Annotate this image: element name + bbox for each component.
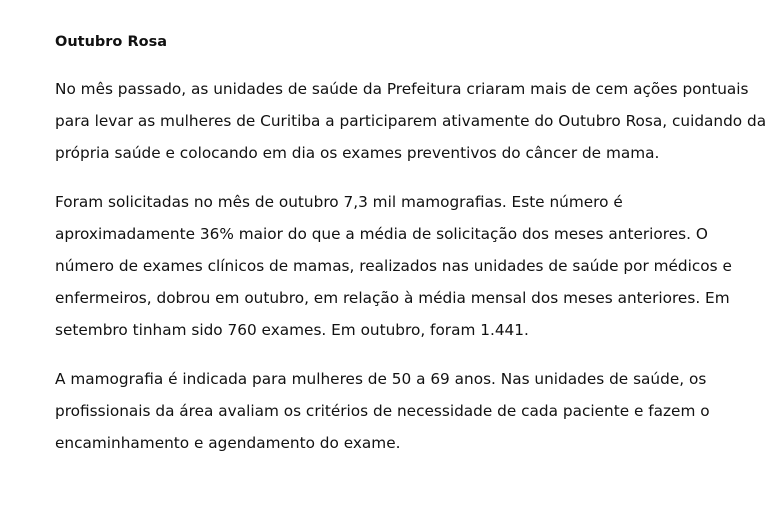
article xyxy=(55,26,767,459)
article-title: Outubro Rosa xyxy=(55,34,167,50)
article-paragraph-2: Foram solicitadas no mês de outubro 7,3 mil mamografias. Este número é aproximadamente 36% maior do que a média de solicitação dos meses anteriores. O número de exames clínicos de mamas, realizados nas unidades de saúde por médicos e enfermeiros, dobrou em outubro, em relação à média mensal dos meses anteriores. Em setembro tinham sido 760 exames. Em outubro, foram 1.441. xyxy=(55,193,732,339)
article-paragraph-3: A mamografia é indicada para mulheres de 50 a 69 anos. Nas unidades de saúde, os profissionais da área avaliam os critérios de necessidade de cada paciente e fazem o encaminhamento e agendamento do exame. xyxy=(55,370,710,452)
article-paragraph-1: No mês passado, as unidades de saúde da Prefeitura criaram mais de cem ações pontuais para levar as mulheres de Curitiba a participarem ativamente do Outubro Rosa, cuidando da própria saúde e colocando em dia os exames preventivos do câncer de mama. xyxy=(55,80,767,162)
